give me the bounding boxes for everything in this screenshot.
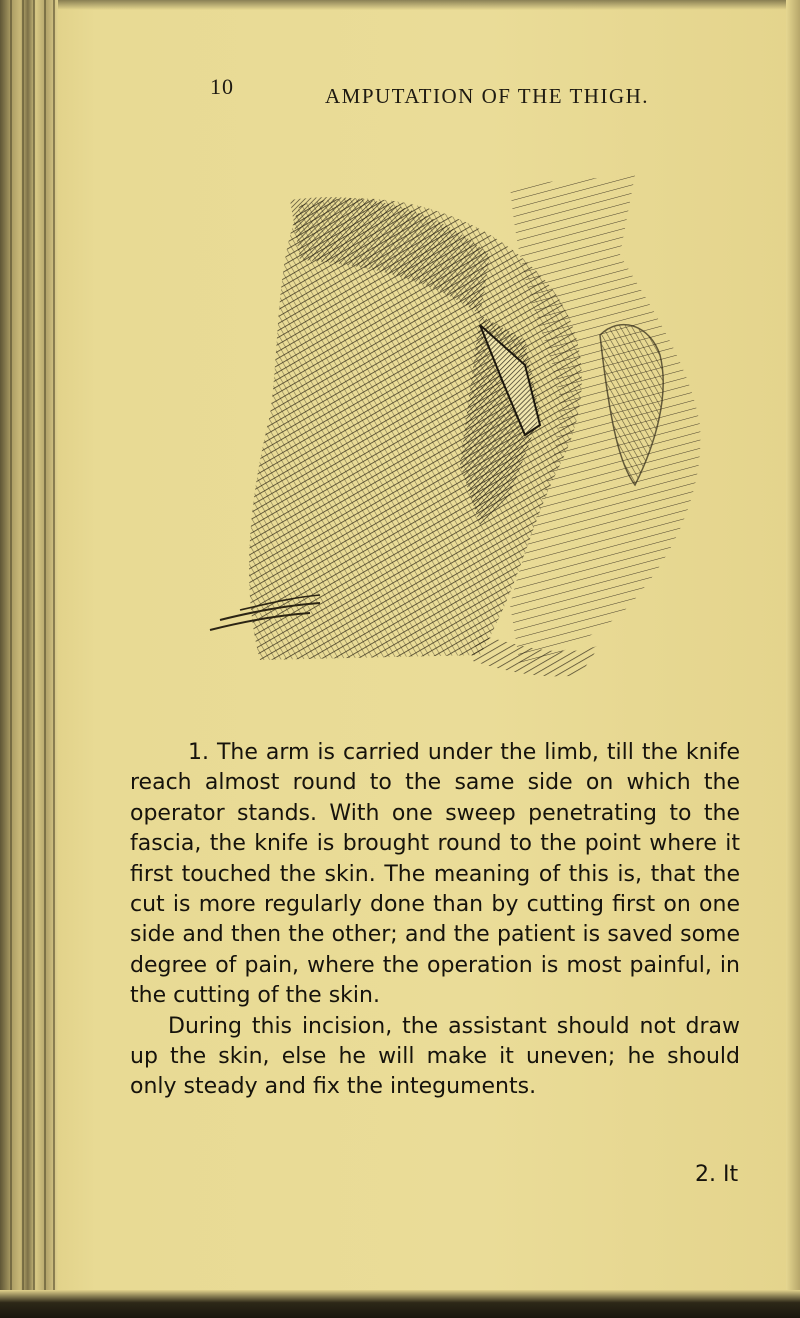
binding-page-line (44, 0, 46, 1318)
body-text (130, 738, 740, 1103)
binding-page-line (10, 0, 12, 1318)
binding-page-line (33, 0, 35, 1318)
paragraph-1: 1. The arm is carried under the limb, till the knife reach almost round to the same side on which the operator stands. With one sweep penetrating to the fascia, the knife is brought round to the point where it first touched the skin. The meaning of this is, that the cut is more regularly done than by cutting first on one side and then the other; and the patient is saved some degree of pain, where the operation is most painful, in the cutting of the skin. (130, 740, 740, 1009)
book-binding-edge (0, 0, 58, 1318)
bottom-page-edge (0, 1290, 800, 1318)
binding-page-line (22, 0, 24, 1318)
binding-page-line (53, 0, 55, 1318)
paragraph-2: During this incision, the assistant should not draw up the skin, else he will make it uneven; he should only steady and fix the integuments. (130, 1013, 740, 1100)
page-number: 10 (210, 74, 234, 99)
catchword: 2. It (695, 1162, 739, 1187)
top-page-edge (0, 0, 800, 10)
engraving-illustration (180, 165, 720, 710)
right-page-edge (786, 0, 800, 1318)
running-head: AMPUTATION OF THE THIGH. (325, 84, 650, 108)
